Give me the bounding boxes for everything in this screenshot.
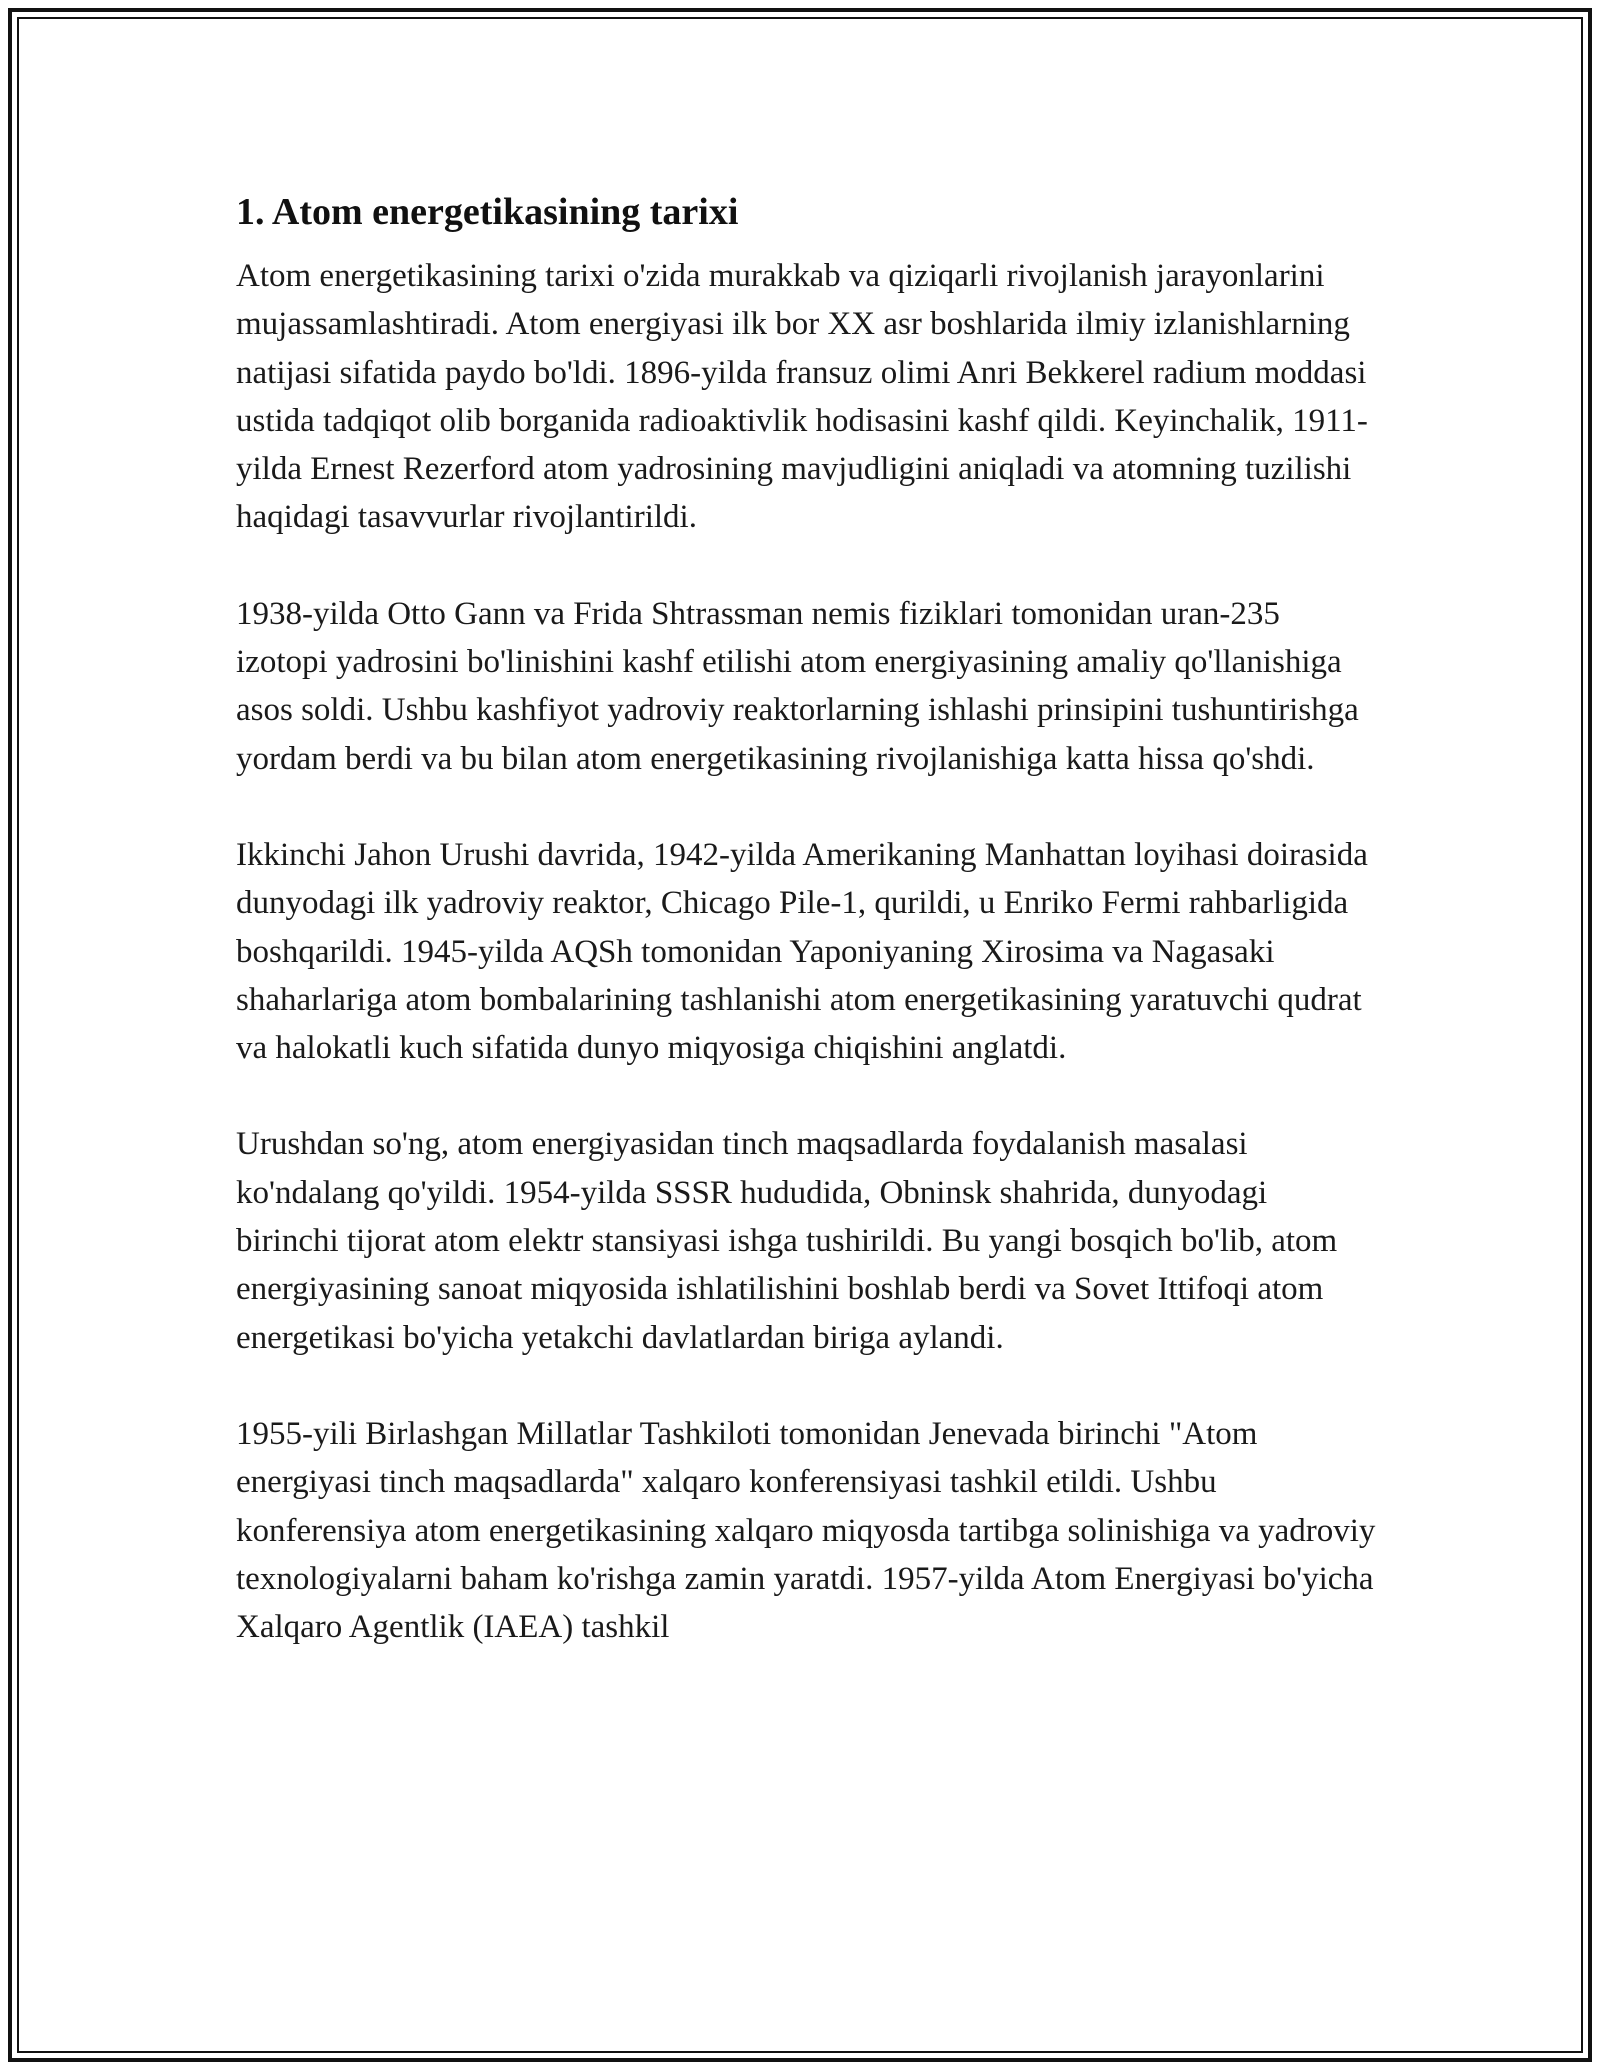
paragraph-1: Atom energetikasining tarixi o'zida murakkab va qiziqarli rivojlanish jarayonlarini mujassamlashtiradi. Atom energiyasi ilk bor XX asr boshlarida ilmiy izlanishlarning natijasi sifatida paydo bo'ldi. 1896-yilda fransuz olimi Anri Bekkerel radium moddasi ustida tadqiqot olib borganida radioaktivlik hodisasini kashf qildi. Keyinchalik, 1911-yilda Ernest Rezerford atom yadrosining mavjudligini aniqladi va atomning tuzilishi haqidagi tasavvurlar rivojlantirildi. (236, 258, 1368, 536)
document-body (236, 186, 1376, 1699)
paragraph-3: Ikkinchi Jahon Urushi davrida, 1942-yilda Amerikaning Manhattan loyihasi doirasida dunyodagi ilk yadroviy reaktor, Chicago Pile-1, qurildi, u Enriko Fermi rahbarligida boshqarildi. 1945-yilda AQSh tomonidan Yaponiyaning Xirosima va Nagasaki shaharlariga atom bombalarining tashlanishi atom energetikasining yaratuvchi qudrat va halokatli kuch sifatida dunyo miqyosiga chiqishini anglatdi. (236, 836, 1368, 1067)
paragraph-2: 1938-yilda Otto Gann va Frida Shtrassman nemis fiziklari tomonidan uran-235 izotopi yadrosini bo'linishini kashf etilishi atom energiyasining amaliy qo'llanishiga asos soldi. Ushbu kashfiyot yadroviy reaktorlarning ishlashi prinsipini tushuntirishga yordam berdi va bu bilan atom energetikasining rivojlanishiga katta hissa qo'shdi. (236, 595, 1359, 777)
paragraph-4: Urushdan so'ng, atom energiyasidan tinch maqsadlarda foydalanish masalasi ko'ndalang qo'yildi. 1954-yilda SSSR hududida, Obninsk shahrida, dunyodagi birinchi tijorat atom elektr stansiyasi ishga tushirildi. Bu yangi bosqich bo'lib, atom energiyasining sanoat miqyosida ishlatilishini boshlab berdi va Sovet Ittifoqi atom energetikasi bo'yicha yetakchi davlatlardan biriga aylandi. (236, 1126, 1338, 1356)
section-heading: 1. Atom energetikasining tarixi (236, 191, 739, 233)
paragraph-5: 1955-yili Birlashgan Millatlar Tashkiloti tomonidan Jenevada birinchi "Atom energiyasi tinch maqsadlarda" xalqaro konferensiyasi tashkil etildi. Ushbu konferensiya atom energetikasining xalqaro miqyosda tartibga solinishiga va yadroviy texnologiyalarni baham ko'rishga zamin yaratdi. 1957-yilda Atom Energiyasi bo'yicha Xalqaro Agentlik (IAEA) tashkil (236, 1415, 1376, 1646)
